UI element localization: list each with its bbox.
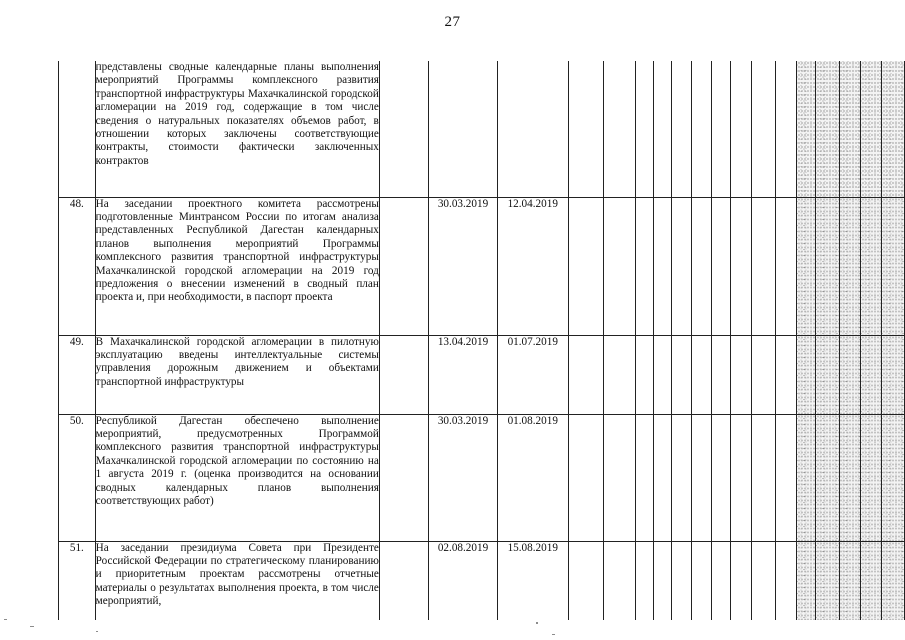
scan-speck [30, 626, 34, 627]
scan-speck [552, 634, 555, 635]
shaded-cell [882, 335, 905, 414]
row-end-date: 12.04.2019 [497, 197, 568, 335]
shaded-cell [839, 61, 861, 197]
shaded-cell [816, 335, 840, 414]
page-number: 27 [444, 14, 461, 30]
row-description: В Махачкалинской городской агломерации в пилотную эксплуатацию введены интеллектуальные системы управления дорожным движением и объектами транспортной инфраструктуры [95, 335, 379, 414]
shaded-cell [816, 414, 840, 541]
shaded-cell [861, 541, 882, 620]
scan-speck [536, 622, 538, 624]
row-description: На заседании президиума Совета при Президенте Российской Федерации по стратегическому планированию и приоритетным проектам рассмотрены отчетные материалы о результатах выполнения проекта, в том числе мероприятий, [95, 541, 379, 620]
table-row [59, 541, 905, 620]
shaded-cell [797, 335, 816, 414]
table-row [59, 61, 905, 197]
row-start-date: 30.03.2019 [429, 197, 498, 335]
row-end-date: 15.08.2019 [497, 541, 568, 620]
row-number: 51. [59, 541, 96, 620]
row-end-date: 01.08.2019 [497, 414, 568, 541]
project-plan-table [58, 61, 905, 620]
row-end-date: 01.07.2019 [497, 335, 568, 414]
row-description: представлены сводные календарные планы выполнения мероприятий Программы комплексного развития транспортной инфраструктуры Махачкалинской городской агломерации на 2019 год, содержащие в том числе сведения о натуральных показателях объемов работ, в отношении которых заключены соответствующие контракты, стоимости фактически заключенных контрактов [95, 61, 379, 197]
shaded-cell [861, 61, 882, 197]
shaded-cell [882, 414, 905, 541]
table-row [59, 414, 905, 541]
scan-speck [4, 619, 7, 620]
shaded-cell [882, 197, 905, 335]
shaded-cell [797, 541, 816, 620]
row-start-date: 02.08.2019 [429, 541, 498, 620]
shaded-cell [882, 541, 905, 620]
row-number: 48. [59, 197, 96, 335]
shaded-cell [816, 61, 840, 197]
row-number: 49. [59, 335, 96, 414]
shaded-cell [882, 61, 905, 197]
row-number: 50. [59, 414, 96, 541]
shaded-cell [797, 197, 816, 335]
row-start-date [429, 61, 498, 197]
shaded-cell [861, 335, 882, 414]
row-description: Республикой Дагестан обеспечено выполнение мероприятий, предусмотренных Программой комплексного развития транспортной инфраструктуры Махачкалинской городской агломерации по состоянию на 1 августа 2019 г. (оценка производится на основании сводных календарных планов выполнения соответствующих работ) [95, 414, 379, 541]
row-number [59, 61, 96, 197]
row-end-date [497, 61, 568, 197]
row-description: На заседании проектного комитета рассмотрены подготовленные Минтрансом России по итогам анализа представленных Республикой Дагестан календарных планов выполнения мероприятий Программы комплексного развития транспортной инфраструктуры Махачкалинской городской агломерации на 2019 год предложения о внесении изменений в сводный план проекта и, при необходимости, в паспорт проекта [95, 197, 379, 335]
table-row [59, 335, 905, 414]
row-start-date: 13.04.2019 [429, 335, 498, 414]
shaded-cell [797, 414, 816, 541]
shaded-cell [839, 335, 861, 414]
shaded-cell [816, 541, 840, 620]
row-start-date: 30.03.2019 [429, 414, 498, 541]
shaded-cell [839, 414, 861, 541]
shaded-cell [839, 541, 861, 620]
shaded-cell [816, 197, 840, 335]
shaded-cell [797, 61, 816, 197]
shaded-cell [861, 197, 882, 335]
shaded-cell [861, 414, 882, 541]
scan-speck [96, 631, 98, 632]
table-row [59, 197, 905, 335]
shaded-cell [839, 197, 861, 335]
